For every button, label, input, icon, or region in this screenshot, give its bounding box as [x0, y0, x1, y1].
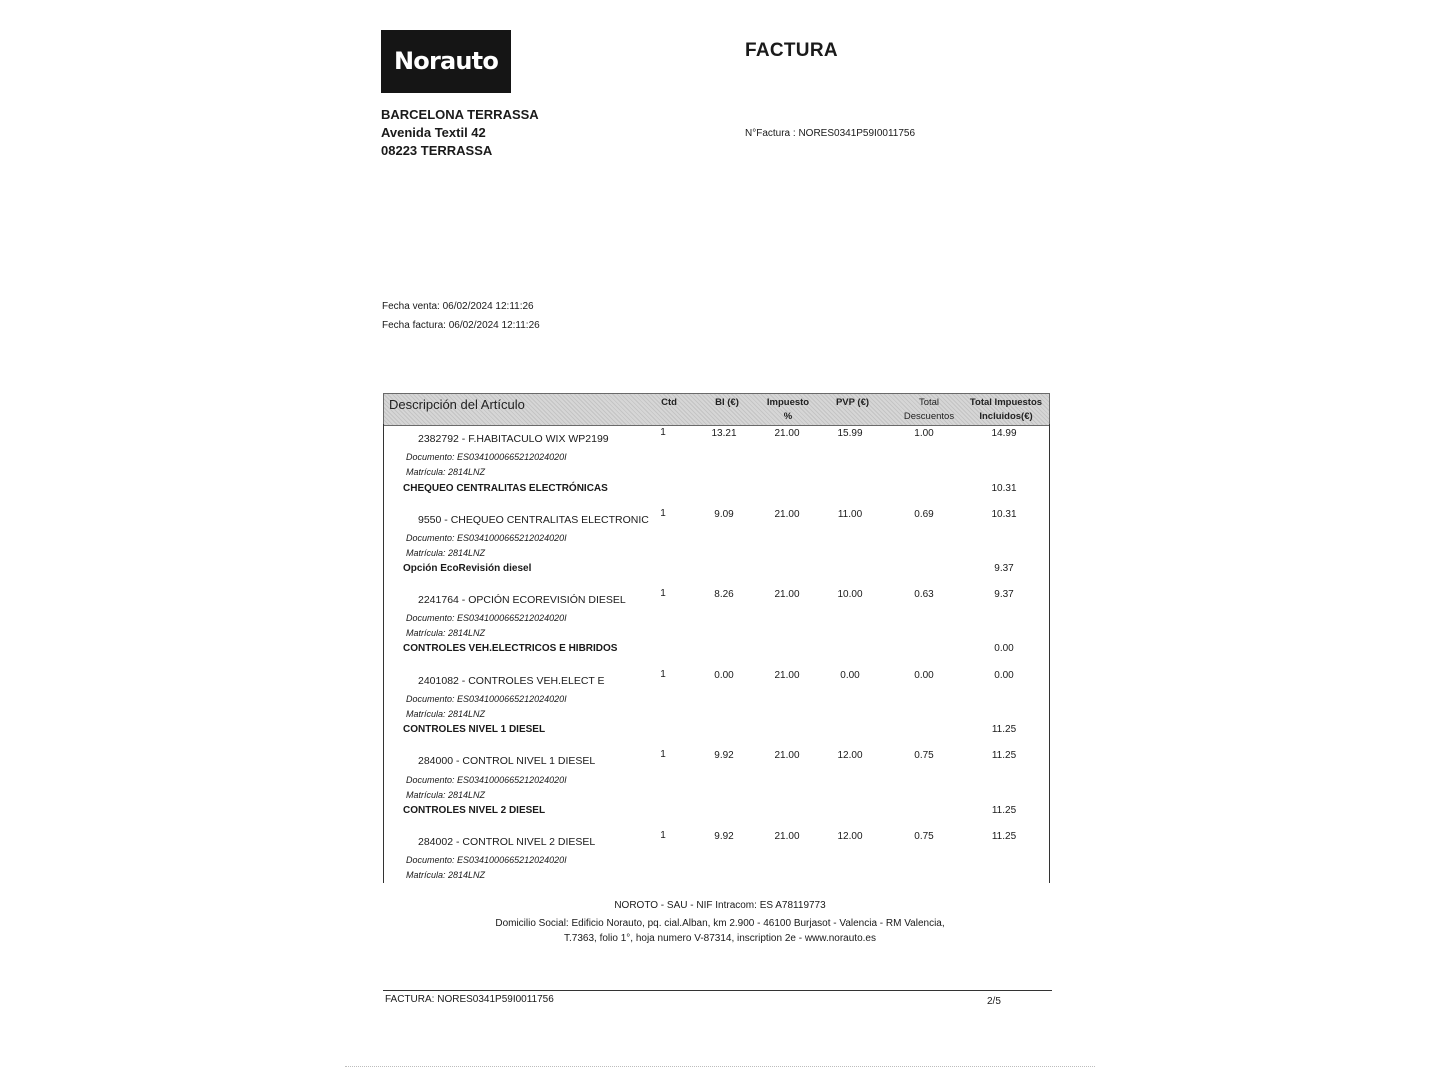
item-tax: 21.00 [774, 589, 800, 600]
item-description: 2241764 - OPCIÓN ECOREVISIÓN DIESEL [418, 594, 626, 606]
item-qty: 1 [660, 508, 666, 519]
item-discount: 0.63 [914, 589, 934, 600]
header-total-line1: Total Impuestos [969, 397, 1043, 408]
item-tax: 21.00 [774, 750, 800, 761]
group-total: 10.31 [991, 483, 1017, 494]
item-pvp: 10.00 [837, 589, 863, 600]
item-documento: Documento: ES0341000665212024020I [406, 694, 567, 704]
item-documento: Documento: ES0341000665212024020I [406, 533, 567, 543]
document-title: FACTURA [745, 40, 838, 61]
item-qty: 1 [660, 749, 666, 760]
norauto-logo [381, 30, 511, 93]
logo-text: Norauto [393, 46, 499, 75]
item-total: 11.25 [991, 831, 1017, 842]
item-total: 10.31 [991, 509, 1017, 520]
item-matricula: Matrícula: 2814LNZ [406, 870, 486, 880]
item-matricula: Matrícula: 2814LNZ [406, 790, 486, 800]
item-qty: 1 [660, 830, 666, 841]
item-matricula: Matrícula: 2814LNZ [406, 628, 486, 638]
company-line-2: Domicilio Social: Edificio Norauto, pq. cial.Alban, km 2.900 - 46100 Burjasot - Valencia - RM Valencia, [495, 918, 945, 929]
header-discounts-line1: Total [918, 397, 940, 408]
table-right-border [1049, 424, 1050, 883]
item-bi: 13.21 [711, 428, 737, 439]
item-documento: Documento: ES0341000665212024020I [406, 775, 567, 785]
item-tax: 21.00 [774, 509, 800, 520]
item-discount: 1.00 [914, 428, 934, 439]
item-pvp: 12.00 [837, 831, 863, 842]
item-tax: 21.00 [774, 831, 800, 842]
page-number: 2/5 [987, 996, 1001, 1007]
header-tax-line2: % [783, 411, 793, 422]
item-tax: 21.00 [774, 428, 800, 439]
sale-date: Fecha venta: 06/02/2024 12:11:26 [382, 301, 534, 312]
footer-divider [383, 990, 1052, 991]
item-discount: 0.75 [914, 750, 934, 761]
item-documento: Documento: ES0341000665212024020I [406, 855, 567, 865]
group-title: CONTROLES VEH.ELECTRICOS E HIBRIDOS [403, 643, 618, 654]
item-matricula: Matrícula: 2814LNZ [406, 548, 486, 558]
item-tax: 21.00 [774, 670, 800, 681]
item-total: 0.00 [994, 670, 1014, 681]
item-pvp: 12.00 [837, 750, 863, 761]
group-total: 11.25 [991, 724, 1017, 735]
store-street: Avenida Textil 42 [381, 125, 486, 140]
item-qty: 1 [660, 669, 666, 680]
item-description: 284002 - CONTROL NIVEL 2 DIESEL [418, 836, 596, 848]
item-pvp: 15.99 [837, 428, 863, 439]
invoice-number: N°Factura : NORES0341P59I0011756 [745, 128, 916, 139]
store-city: 08223 TERRASSA [381, 143, 493, 158]
item-pvp: 11.00 [837, 509, 863, 520]
footer-invoice-ref: FACTURA: NORES0341P59I0011756 [385, 994, 554, 1005]
page-edge-line [345, 1066, 1095, 1067]
item-description: 2401082 - CONTROLES VEH.ELECT E [418, 675, 605, 687]
group-title: Opción EcoRevisión diesel [403, 563, 532, 574]
store-address [381, 106, 539, 160]
invoice-date: Fecha factura: 06/02/2024 12:11:26 [382, 319, 540, 331]
item-description: 2382792 - F.HABITACULO WIX WP2199 [418, 433, 609, 445]
item-documento: Documento: ES0341000665212024020I [406, 452, 567, 462]
header-pvp: PVP (€) [835, 397, 870, 408]
item-bi: 9.92 [714, 750, 734, 761]
item-description: 284000 - CONTROL NIVEL 1 DIESEL [418, 755, 596, 767]
group-title: CONTROLES NIVEL 2 DIESEL [403, 805, 546, 816]
item-discount: 0.00 [914, 670, 934, 681]
group-title: CONTROLES NIVEL 1 DIESEL [403, 724, 546, 735]
item-bi: 9.09 [714, 509, 734, 520]
header-discounts-line2: Descuentos [903, 411, 955, 422]
item-bi: 0.00 [714, 670, 734, 681]
item-total: 9.37 [994, 589, 1014, 600]
company-line-3: T.7363, folio 1°, hoja numero V-87314, inscription 2e - www.norauto.es [564, 933, 876, 944]
item-matricula: Matrícula: 2814LNZ [406, 709, 486, 719]
item-total: 14.99 [991, 428, 1017, 439]
item-description: 9550 - CHEQUEO CENTRALITAS ELECTRONIC [418, 514, 649, 526]
header-total-line2: Incluidos(€) [979, 411, 1033, 422]
company-line-1: NOROTO - SAU - NIF Intracom: ES A78119773 [614, 900, 826, 911]
table-left-border [383, 424, 384, 883]
header-discounts [894, 396, 964, 424]
item-pvp: 0.00 [840, 670, 860, 681]
header-total [964, 396, 1048, 424]
invoice-dates [382, 298, 540, 335]
header-quantity: Ctd [661, 397, 677, 408]
table-header [383, 393, 1050, 426]
store-name: BARCELONA TERRASSA [381, 107, 539, 122]
item-documento: Documento: ES0341000665212024020I [406, 613, 567, 623]
item-discount: 0.69 [914, 509, 934, 520]
header-tax [757, 396, 819, 424]
group-total: 11.25 [991, 805, 1017, 816]
group-total: 9.37 [994, 563, 1014, 574]
items-table [383, 393, 1050, 883]
item-total: 11.25 [991, 750, 1017, 761]
group-title: CHEQUEO CENTRALITAS ELECTRÓNICAS [403, 483, 608, 494]
header-tax-line1: Impuesto [766, 397, 810, 408]
item-qty: 1 [660, 588, 666, 599]
item-matricula: Matrícula: 2814LNZ [406, 467, 486, 477]
item-discount: 0.75 [914, 831, 934, 842]
item-bi: 9.92 [714, 831, 734, 842]
item-bi: 8.26 [714, 589, 734, 600]
header-bi: BI (€) [715, 397, 739, 408]
group-total: 0.00 [994, 643, 1014, 654]
item-qty: 1 [660, 427, 666, 438]
header-description: Descripción del Artículo [389, 397, 525, 412]
